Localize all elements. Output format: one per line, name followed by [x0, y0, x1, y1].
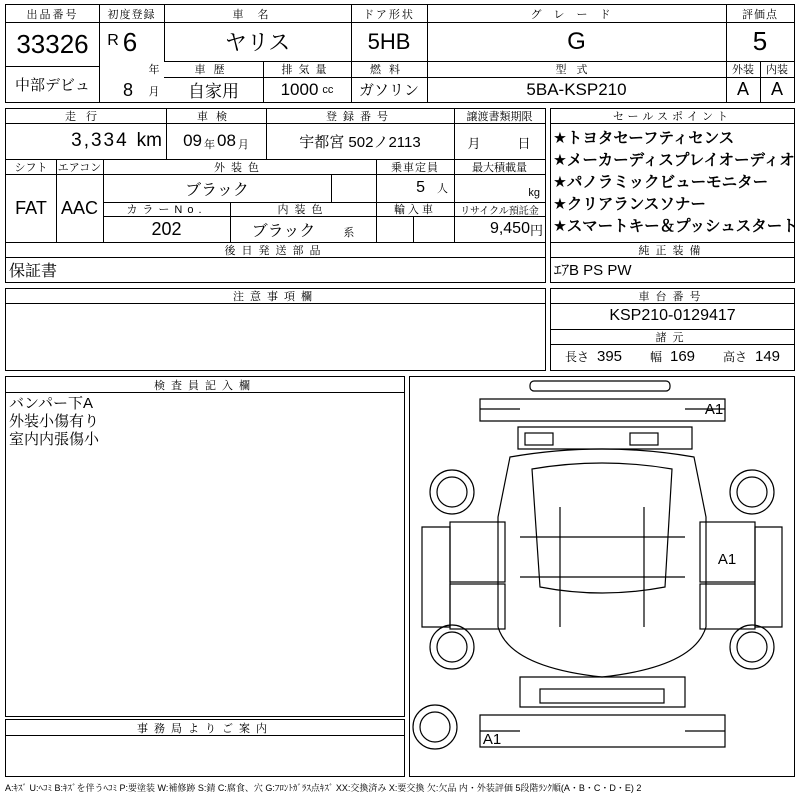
- equipment-label: 純正装備: [638, 244, 707, 257]
- mileage-unit: km: [136, 130, 162, 151]
- car-diagram: [409, 376, 795, 777]
- int-color-value: ブラック: [251, 222, 316, 240]
- later-parts-value: 保証書: [9, 262, 58, 280]
- ext-color-value: ブラック: [185, 181, 249, 199]
- inspection-month: 08: [217, 131, 236, 150]
- inspector-note: バンパー下A: [9, 395, 93, 412]
- plate-value: 宇都宮 502ノ2113: [299, 133, 421, 151]
- dims-row: [551, 344, 794, 370]
- sales-points: [553, 126, 798, 236]
- width-value: 169: [669, 348, 696, 365]
- transfer-month-unit: 月: [467, 135, 481, 151]
- sales-point: ★クリアランスソナー: [553, 196, 706, 213]
- color-no-label: カラーNo.: [126, 204, 207, 216]
- inspection-year: 09: [183, 131, 202, 150]
- reg-year: 6: [122, 26, 138, 57]
- int-color-label: 内装色: [277, 204, 329, 216]
- model-value: 5BA-KSP210: [526, 79, 627, 99]
- int-color: [230, 216, 376, 242]
- grade-label: グレード: [530, 8, 623, 21]
- displacement-value: 1000: [280, 79, 319, 99]
- fuel-label: 燃料: [370, 64, 408, 76]
- exterior-label: 外装: [732, 64, 754, 76]
- mileage: [6, 123, 166, 159]
- capacity-label: 乗車定員: [391, 161, 439, 174]
- plate-label: 登録番号: [326, 111, 394, 123]
- shift-label: シフト: [14, 161, 48, 174]
- header-section: [5, 4, 795, 103]
- capacity: [376, 174, 454, 202]
- sales-point: ★トヨタセーフティセンス: [553, 130, 735, 147]
- displacement-label: 排気量: [281, 64, 333, 76]
- era: R: [107, 32, 119, 49]
- car-name: ヤリス: [224, 30, 291, 55]
- exterior-grade: A: [736, 79, 749, 99]
- interior-grade: A: [770, 79, 783, 99]
- inspection-year-unit: 年: [204, 139, 215, 151]
- damage-mark-rear: A1: [482, 730, 502, 748]
- inspector-note: 外装小傷有り: [9, 413, 100, 430]
- sales-point: ★パノラミックビューモニター: [553, 174, 769, 191]
- displacement: [263, 77, 351, 102]
- chassis-label: 車台番号: [638, 291, 707, 303]
- history-label: 車歴: [194, 64, 233, 76]
- car-name-label: 車名: [232, 8, 283, 21]
- inspector-label: 検査員記入欄: [154, 379, 256, 392]
- load-unit: kg: [528, 187, 540, 199]
- height-label: 高さ: [722, 350, 747, 364]
- notes-section: [5, 288, 546, 371]
- equipment-value: ｴｱB PS PW: [554, 261, 632, 279]
- year-unit: 年: [148, 64, 160, 76]
- chassis-number: KSP210-0129417: [609, 307, 736, 324]
- transfer-label: 譲渡書類期限: [466, 111, 533, 123]
- recycle: [454, 216, 545, 242]
- height-value: 149: [754, 348, 781, 365]
- lot-label: 出品番号: [26, 8, 79, 21]
- inspection-month-unit: 月: [237, 139, 249, 151]
- load-label: 最大積載量: [472, 161, 527, 174]
- recycle-label: リサイクル預託金: [460, 205, 539, 217]
- sales-label: セールスポイント: [612, 111, 732, 123]
- mileage-value: 3,334: [71, 130, 129, 151]
- car-outline: [410, 377, 794, 776]
- score-label: 評価点: [742, 8, 778, 21]
- ac-label: エアコン: [57, 161, 102, 174]
- sales-section: [550, 108, 798, 283]
- inspection: [166, 123, 266, 159]
- recycle-value: 9,450: [489, 220, 530, 237]
- fuel-value: ガソリン: [358, 82, 419, 99]
- mileage-label: 走行: [65, 111, 107, 123]
- notes-label: 注意事項欄: [233, 291, 318, 303]
- inspector-section: [5, 376, 405, 717]
- month-unit: 月: [148, 86, 160, 98]
- later-parts-label: 後日発送部品: [224, 244, 327, 257]
- inspector-notes: [9, 395, 99, 449]
- inspector-note: 室内内張傷小: [9, 431, 100, 448]
- model-label: 型式: [555, 64, 598, 76]
- width-label: 幅: [649, 350, 662, 364]
- legend: A:ｷｽﾞ U:ﾍｺﾐ B:ｷｽﾞを伴うﾍｺﾐ P:要塗装 W:補修跡 S:錆 C:腐食、穴 G:ﾌﾛﾝﾄｶﾞﾗｽ点ｷｽﾞ XX:交換済み X:要交換 欠:欠品 内・外装評価 5段階ﾗﾝｸ順(A・B・C・D・E) 2: [5, 783, 642, 793]
- shift-value: FAT: [15, 197, 47, 218]
- debut-label: 中部デビュ: [14, 76, 90, 94]
- grade-value: G: [567, 27, 586, 55]
- first-reg-label: 初度登録: [107, 8, 156, 21]
- interior-label: 内装: [766, 64, 788, 76]
- reg-month: 8: [122, 79, 133, 100]
- color-no-value: 202: [151, 218, 182, 239]
- import-label: 輸入車: [394, 204, 436, 216]
- length: [565, 348, 622, 366]
- chassis-section: [550, 288, 795, 371]
- details-section: [5, 108, 546, 283]
- length-value: 395: [596, 348, 623, 365]
- transfer-day-unit: 日: [517, 135, 531, 151]
- damage-mark-front: A1: [704, 400, 724, 418]
- sales-point: ★メーカーディスプレイオーディオ: [553, 152, 795, 169]
- sales-point: ★スマートキー＆プッシュスタート: [553, 218, 798, 235]
- recycle-unit: 円: [529, 222, 543, 238]
- ac-value: AAC: [60, 197, 98, 218]
- displacement-unit: cc: [322, 83, 334, 96]
- capacity-value: 5: [416, 179, 425, 196]
- door-value: 5HB: [367, 28, 411, 54]
- capacity-unit: 人: [437, 183, 448, 195]
- width: [650, 348, 695, 366]
- ext-color-label: 外装色: [214, 161, 265, 174]
- office-label: 事務局よりご案内: [137, 722, 273, 735]
- damage-mark-right: A1: [717, 550, 737, 568]
- inspection-label: 車検: [197, 111, 235, 123]
- door-label: ドア形状: [363, 8, 415, 21]
- lot-number: 33326: [16, 28, 89, 59]
- length-label: 長さ: [564, 350, 589, 364]
- score-value: 5: [752, 26, 768, 56]
- height: [723, 348, 780, 366]
- office-section: [5, 719, 405, 777]
- int-color-unit: 系: [343, 227, 355, 239]
- dims-label: 諸元: [655, 331, 690, 344]
- history-value: 自家用: [188, 82, 239, 101]
